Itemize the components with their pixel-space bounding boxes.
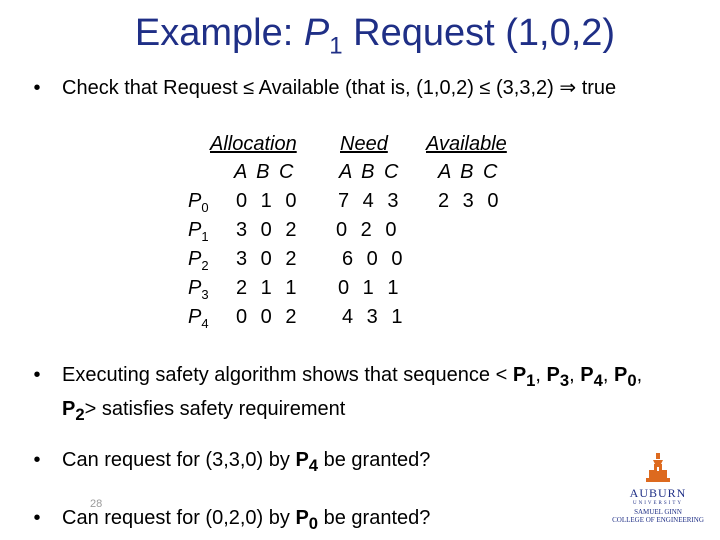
allocation-p2: 3 0 2 xyxy=(236,248,301,270)
logo-sub: UNIVERSITY xyxy=(633,501,683,506)
slide-number: 28 xyxy=(90,498,103,510)
q1-text-post: be granted? xyxy=(318,449,431,471)
row-label-p2: $P_2$ xyxy=(188,248,209,273)
bullet-dot: • xyxy=(33,364,41,386)
bullet-dot: • xyxy=(33,507,41,529)
bullet-dot: • xyxy=(33,77,41,99)
q2-process: $P_0$ xyxy=(295,507,319,533)
auburn-logo xyxy=(612,452,704,532)
slide-title: Example: $P_1$ Request (1,0,2) xyxy=(134,12,616,60)
seq-p0: $P_0$ xyxy=(614,364,637,390)
safety-text-post: > satisfies safety requirement xyxy=(84,398,346,420)
allocation-p3: 2 1 1 xyxy=(236,277,301,299)
seq-p1: $P_1$ xyxy=(512,364,536,390)
q1-process: $P_4$ xyxy=(295,449,319,475)
row-label-p4: $P_4$ xyxy=(188,306,209,331)
need-p0: 7 4 3 xyxy=(338,190,403,212)
q1-text-pre: Can request for (3,3,0) by xyxy=(62,449,296,471)
logo-college: SAMUEL GINN COLLEGE OF ENGINEERING xyxy=(612,508,704,524)
abc-available: A B C xyxy=(438,161,500,183)
bullet-question-p4 xyxy=(33,446,431,480)
safety-text-pre: Executing safety algorithm shows that sequence < xyxy=(62,364,513,386)
abc-allocation: A B C xyxy=(234,161,296,183)
row-label-p0: $P_0$ xyxy=(188,190,209,215)
bullet-dot: • xyxy=(33,449,41,471)
allocation-p1: 3 0 2 xyxy=(236,219,301,241)
bullet-check-request xyxy=(33,74,702,103)
bullet-text: Check that Request ≤ Available (that is, (1,0,2) ≤ (3,3,2) ⇒ true xyxy=(62,77,617,99)
q2-text-post: be granted? xyxy=(318,507,431,529)
bullet-safety-sequence: • Executing safety algorithm shows that sequence < $P_1$, $P_3$, $P_4$, $P_0$, $P_2>$ satisfies safety requirement xyxy=(62,361,682,429)
header-allocation: Allocation xyxy=(210,133,297,155)
bullet-question-p0 xyxy=(33,504,431,538)
available-p0: 2 3 0 xyxy=(438,190,503,212)
header-need: Need xyxy=(340,133,388,155)
need-p1: 0 2 0 xyxy=(336,219,401,241)
seq-p4: $P_4$ xyxy=(580,364,603,390)
allocation-p0: 0 1 0 xyxy=(236,190,301,212)
header-available: Available xyxy=(426,133,507,155)
need-p4: 4 3 1 xyxy=(342,306,407,328)
tower-icon xyxy=(643,452,673,484)
logo-name: AUBURN xyxy=(629,486,687,500)
need-p3: 0 1 1 xyxy=(338,277,403,299)
row-label-p1: $P_1$ xyxy=(188,219,209,244)
seq-p3: $P_3$ xyxy=(546,364,570,390)
allocation-p4: 0 0 2 xyxy=(236,306,301,328)
q2-text-pre: Can request for (0,2,0) by xyxy=(62,507,296,529)
seq-p2: $P_2$ xyxy=(62,398,85,424)
abc-need: A B C xyxy=(339,161,401,183)
need-p2: 6 0 0 xyxy=(342,248,407,270)
row-label-p3: $P_3$ xyxy=(188,277,209,302)
